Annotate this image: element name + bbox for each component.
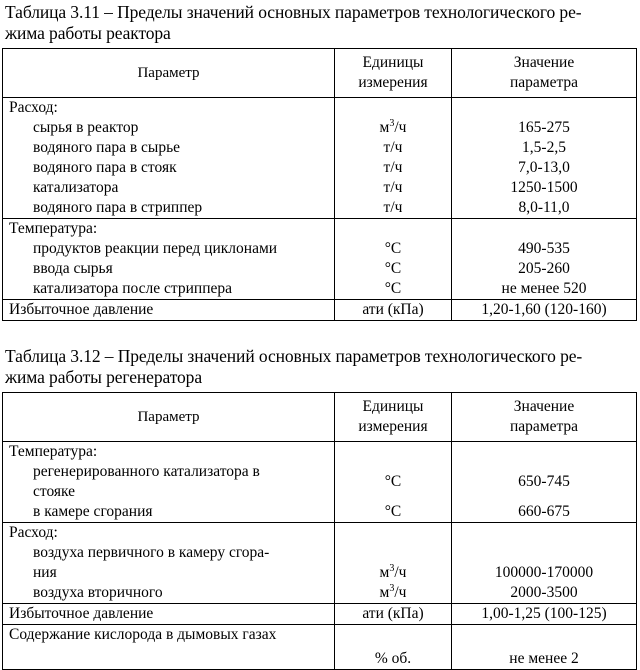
table-row bbox=[3, 98, 637, 219]
value-cell bbox=[452, 604, 637, 625]
table-header-row bbox=[3, 49, 637, 98]
regenerator-parameters-table bbox=[2, 392, 637, 670]
param-value: 2000-3500 bbox=[510, 584, 578, 601]
param-value: 650-745 bbox=[518, 473, 570, 490]
table1-caption-line1: Таблица 3.11 – Пределы значений основных параметров технологического ре- bbox=[5, 2, 582, 22]
unit-value: % об. bbox=[374, 650, 412, 667]
param-name: сырья в реактор bbox=[33, 119, 139, 136]
param-cell bbox=[3, 300, 335, 321]
param-cell bbox=[3, 219, 335, 300]
unit-value: °C bbox=[384, 260, 402, 277]
group-title: Расход: bbox=[9, 524, 58, 541]
table2-caption-line1: Таблица 3.12 – Пределы значений основных параметров технологического ре- bbox=[5, 346, 583, 366]
param-name: Содержание кислорода в дымовых газах bbox=[9, 626, 277, 643]
unit-cell bbox=[335, 442, 452, 523]
param-name: катализатора после стриппера bbox=[33, 280, 232, 297]
table2-caption-line2: жима работы регенератора bbox=[5, 367, 202, 387]
param-value: не менее 520 bbox=[501, 280, 587, 297]
unit-value: т/ч bbox=[383, 179, 403, 196]
param-value: не менее 2 bbox=[509, 650, 579, 667]
unit-value: $м^3/ч$ bbox=[379, 563, 407, 581]
group-title: Расход: bbox=[9, 99, 58, 116]
table-row bbox=[3, 523, 637, 604]
value-cell bbox=[452, 300, 637, 321]
unit-cell bbox=[335, 604, 452, 625]
unit-cell bbox=[335, 523, 452, 604]
header-value: Значение параметра bbox=[452, 393, 637, 442]
value-cell bbox=[452, 523, 637, 604]
value-cell bbox=[452, 98, 637, 219]
table-row bbox=[3, 625, 637, 670]
param-value: 1,00-1,25 (100-125) bbox=[481, 605, 607, 622]
param-cell bbox=[3, 604, 335, 625]
param-value: 165-275 bbox=[518, 119, 570, 136]
param-value: 490-535 bbox=[518, 240, 570, 257]
unit-value: °C bbox=[384, 280, 402, 297]
header-value: Значение параметра bbox=[452, 49, 637, 98]
table-row bbox=[3, 442, 637, 523]
unit-value: °C bbox=[384, 503, 402, 520]
unit-cell bbox=[335, 625, 452, 670]
table1-caption-line2: жима работы реактора bbox=[5, 23, 171, 43]
param-value: 1,5-2,5 bbox=[522, 139, 566, 156]
param-cell bbox=[3, 442, 335, 523]
param-cell bbox=[3, 625, 335, 670]
param-name: ввода сырья bbox=[33, 260, 113, 277]
table-header-row bbox=[3, 393, 637, 442]
group-title: Температура: bbox=[9, 220, 98, 237]
table1-caption bbox=[5, 2, 635, 44]
unit-value: т/ч bbox=[383, 159, 403, 176]
param-cell bbox=[3, 98, 335, 219]
reactor-parameters-table bbox=[2, 48, 637, 321]
param-value: 660-675 bbox=[518, 503, 570, 520]
unit-value: ати (кПа) bbox=[362, 605, 424, 622]
table-row bbox=[3, 604, 637, 625]
unit-value: °C bbox=[384, 473, 402, 490]
param-name: ния bbox=[33, 564, 57, 581]
unit-value: $м^3/ч$ bbox=[379, 583, 407, 601]
param-value: 8,0-11,0 bbox=[518, 199, 570, 216]
param-name: продуктов реакции перед циклонами bbox=[33, 240, 278, 257]
header-units: Единицы измерения bbox=[335, 393, 452, 442]
param-name: регенерированного катализатора в bbox=[33, 463, 260, 480]
param-name: водяного пара в сырье bbox=[33, 139, 181, 156]
value-cell bbox=[452, 219, 637, 300]
param-name: Избыточное давление bbox=[9, 301, 154, 318]
unit-cell bbox=[335, 219, 452, 300]
unit-value: т/ч bbox=[383, 139, 403, 156]
unit-cell bbox=[335, 98, 452, 219]
unit-cell bbox=[335, 300, 452, 321]
param-name: водяного пара в стриппер bbox=[33, 199, 203, 216]
param-value: 1250-1500 bbox=[510, 179, 578, 196]
param-name: водяного пара в стояк bbox=[33, 159, 177, 176]
param-name: катализатора bbox=[33, 179, 119, 196]
param-name: в камере сгорания bbox=[33, 503, 153, 520]
param-name: стояке bbox=[33, 483, 76, 500]
table2-caption bbox=[5, 346, 635, 388]
param-name: воздуха вторичного bbox=[33, 584, 163, 601]
value-cell bbox=[452, 442, 637, 523]
group-title: Температура: bbox=[9, 443, 98, 460]
header-units: Единицы измерения bbox=[335, 49, 452, 98]
header-param: Параметр bbox=[3, 393, 335, 442]
unit-value: °C bbox=[384, 240, 402, 257]
param-name: воздуха первичного в камеру сгора- bbox=[33, 544, 270, 561]
param-value: 100000-170000 bbox=[494, 564, 594, 581]
unit-value: ати (кПа) bbox=[362, 301, 424, 318]
unit-value: т/ч bbox=[383, 199, 403, 216]
param-name: Избыточное давление bbox=[9, 605, 154, 622]
param-value: 1,20-1,60 (120-160) bbox=[481, 301, 607, 318]
param-value: 205-260 bbox=[518, 260, 570, 277]
value-cell bbox=[452, 625, 637, 670]
param-cell bbox=[3, 523, 335, 604]
table-row bbox=[3, 219, 637, 300]
param-value: 7,0-13,0 bbox=[518, 159, 570, 176]
unit-value: $м^3/ч$ bbox=[379, 118, 407, 136]
header-param: Параметр bbox=[3, 49, 335, 98]
table-row bbox=[3, 300, 637, 321]
